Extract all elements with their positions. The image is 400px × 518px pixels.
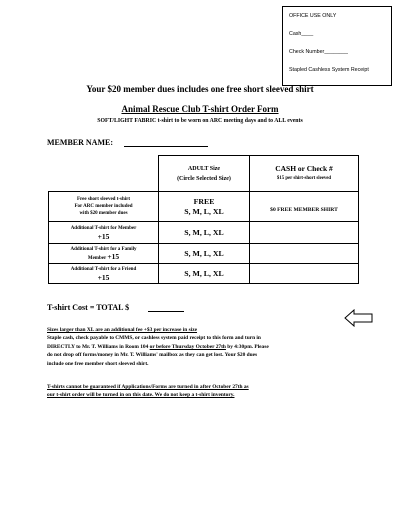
office-check-number-field: Check Number________ <box>289 49 348 55</box>
row-label-cell <box>49 192 159 222</box>
order-table <box>48 155 359 284</box>
row-label: Member <box>87 255 107 261</box>
header-adult-size <box>159 156 250 192</box>
form-title: Animal Rescue Club T-shirt Order Form <box>121 104 279 114</box>
dues-headline: Your $20 member dues includes one free short sleeved shirt <box>86 84 314 94</box>
free-member-shirt-note: $0 FREE MEMBER SHIRT <box>270 206 338 213</box>
warning-block <box>47 383 367 400</box>
office-use-box <box>282 6 392 86</box>
size-options[interactable]: S, M, L, XL <box>184 206 224 216</box>
instructions-line: DIRECTLY to Mr. T. Williams in Room 104 <box>47 343 150 350</box>
row-label: For ARC member included <box>74 204 133 209</box>
total-cost-label: T-shirt Cost = TOTAL $ <box>47 303 130 312</box>
row-price: +15 <box>97 231 110 241</box>
table-header-row <box>49 156 359 192</box>
row-label: Free short sleeved t-shirt <box>76 197 131 202</box>
row-price: +15 <box>107 251 120 261</box>
total-cost-field[interactable] <box>148 311 184 312</box>
header-blank-cell <box>49 156 159 192</box>
left-arrow-icon <box>344 309 374 327</box>
payment-cell <box>250 192 359 222</box>
office-use-title: OFFICE USE ONLY <box>289 13 337 19</box>
deadline-text: or before Thursday October 27th <box>149 343 226 350</box>
size-cell <box>159 192 250 222</box>
row-label: Additional T-shirt for a Family <box>70 246 137 252</box>
member-name-label: MEMBER NAME: <box>47 138 113 147</box>
office-cash-field: Cash____ <box>289 31 314 37</box>
row-label: with $20 member dues <box>79 211 128 216</box>
sizes-note: Sizes larger than XL are an additional fee +$3 per increase in size <box>47 327 198 333</box>
row-label: Additional T-shirt for Member <box>70 225 137 231</box>
table-row <box>49 264 359 284</box>
header-cash-or-check: CASH or Check # <box>275 163 333 173</box>
size-cell <box>159 222 250 244</box>
payment-cell[interactable] <box>250 222 359 244</box>
size-options[interactable]: S, M, L, XL <box>184 248 224 258</box>
size-options[interactable]: S, M, L, XL <box>184 268 224 278</box>
row-label-cell <box>49 222 159 244</box>
header-payment <box>250 156 359 192</box>
free-price: FREE <box>193 196 215 206</box>
warning-line: our t-shirt order will be turned in on this date. We do not keep a t-shirt inventory. <box>47 392 235 399</box>
header-circle-selected: (Circle Selected Size) <box>177 175 231 182</box>
size-cell <box>159 244 250 264</box>
payment-cell[interactable] <box>250 244 359 264</box>
office-receipt-field: Stapled Cashless System Receipt <box>289 67 369 73</box>
header-price-note: $15 per shirt-short sleeved <box>276 175 332 181</box>
instructions-line: Staple cash, check payable to CMMS, or cashless system paid receipt to this form and turn in <box>47 335 261 342</box>
instructions-line: include one free member short sleeved shirt. <box>47 360 149 367</box>
size-cell <box>159 264 250 284</box>
warning-line: T-shirts cannot be guaranteed if Applications/Forms are turned in after October 27th as <box>47 384 249 390</box>
size-options[interactable]: S, M, L, XL <box>184 227 224 237</box>
instructions-block <box>47 326 367 368</box>
row-label-cell <box>49 264 159 284</box>
table-row <box>49 222 359 244</box>
instructions-line: do not drop off forms/money in Mr. T. Williams' mailbox as they can get lost. Your $20 dues <box>47 352 258 359</box>
header-adult-size-label: ADULT Size <box>187 165 221 172</box>
row-label-cell <box>49 244 159 264</box>
member-name-field[interactable] <box>124 146 208 147</box>
row-price: +15 <box>97 272 110 282</box>
instructions-line: by 4:30pm. Please <box>225 343 269 350</box>
row-label: Additional T-shirt for a Friend <box>70 266 137 272</box>
table-row <box>49 244 359 264</box>
table-row <box>49 192 359 222</box>
payment-cell[interactable] <box>250 264 359 284</box>
form-subtitle: SOFT/LIGHT FABRIC t-shirt to be worn on ARC meeting days and to ALL events <box>97 118 303 124</box>
